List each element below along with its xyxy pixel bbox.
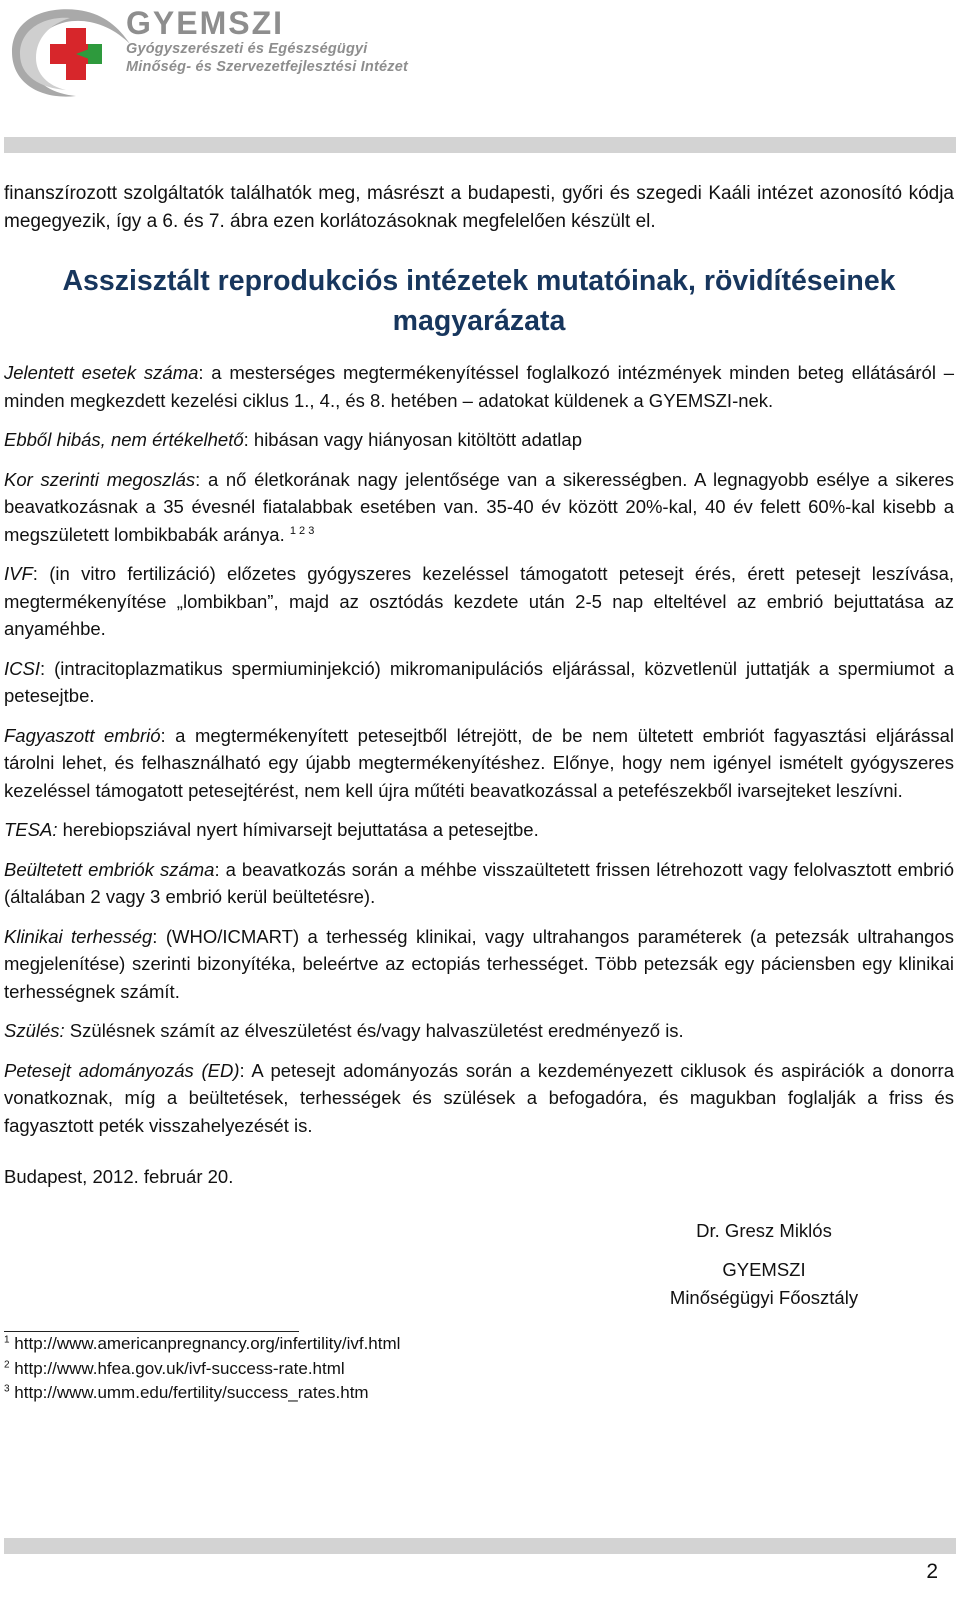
gyemszi-logo [6, 4, 140, 100]
footnote-refs: 1 2 3 [289, 524, 315, 537]
signatory-org: GYEMSZI [722, 1259, 806, 1280]
definition-term: Szülés: [4, 1020, 65, 1041]
footnote-link[interactable]: http://www.hfea.gov.uk/ivf-success-rate.html [14, 1358, 345, 1378]
signature-block [654, 1217, 874, 1312]
intro-paragraph: finanszírozott szolgáltatók találhatók meg, másrészt a budapesti, győri és szegedi Kaáli intézet azonosító kódja megegyezik, így a 6. és 7. ábra ezen korlátozásoknak megfelelően készült el. [4, 183, 954, 232]
section-title: Asszisztált reprodukciós intézetek mutatóinak, rövidítéseinek magyarázata [62, 265, 896, 337]
definition-tesa [4, 816, 954, 844]
definition-frozen-embryo [4, 722, 954, 805]
definition-text: : hibásan vagy hiányosan kitöltött adatlap [243, 429, 582, 450]
definition-term: IVF [4, 563, 33, 584]
definition-age-distribution [4, 466, 954, 549]
definition-text: : a megtermékenyített petesejtből létrejött, de be nem ültetett embriót fagyasztási eljárással tárolni lehet, és felhasználható egy újabb megtermékenyítéshez. Előnye, hogy nem igényel ismételt gyógyszeres kezeléssel támogatott petesejtérést, nem kell újra műtéti beavatkozással a petefészekből ivarsejteket leszívni. [4, 724, 954, 801]
signatory-name: Dr. Gresz Miklós [696, 1219, 832, 1241]
definition-text: : a mesterséges megtermékenyítéssel foglalkozó intézmények minden beteg ellátásáról – minden megkezdett kezelési ciklus 1., 4., és 8. hetében – adatokat küldenek a GYEMSZI-nek. [4, 362, 954, 411]
header-divider [4, 137, 956, 153]
brand-subtitle-line-1: Gyógyszerészeti és Egészségügyi [126, 41, 368, 57]
definition-birth [4, 1017, 954, 1045]
definition-text: : a nő életkorának nagy jelentősége van a sikerességben. A legnagyobb esélye a sikeres beavatkozásnak a 35 évesnél fiatalabbak esetében van. 35-40 év között 20%-kal, 40 év felett 60%-kal kisebb a megszületett lombikbabák aránya. [4, 468, 954, 545]
definition-egg-donation [4, 1057, 954, 1140]
definition-term: Ebből hibás, nem értékelhető [4, 429, 244, 450]
logo-swoosh-cross-icon [6, 4, 140, 100]
definition-invalid [4, 426, 954, 454]
definition-term: Beültetett embriók száma [4, 858, 215, 880]
definition-text: : (intracitoplazmatikus spermiuminjekció) mikromanipulációs eljárással, közvetlenül juttatják a spermiumot a petesejtbe. [4, 657, 954, 706]
page-number: 2 [926, 1560, 938, 1583]
footnote-2 [4, 1357, 954, 1382]
definition-text: : a beavatkozás során a méhbe visszaültetett frissen létrehozott vagy felolvasztott embrió (általában 2 vagy 3 embrió kerül beültetésre). [4, 858, 954, 907]
footnote-3 [4, 1381, 954, 1406]
definition-term: Petesejt adományozás (ED) [4, 1059, 240, 1081]
place-date: Budapest, 2012. február 20. [4, 1166, 234, 1187]
definition-term: TESA: [4, 819, 58, 840]
definition-text: : (in vitro fertilizáció) előzetes gyógyszeres kezeléssel támogatott petesejt érés, érett petesejt leszívása, megtermékenyítése „lombikban”, majd az osztódás kezdete után 2-5 nap elteltével az embrió bejuttatása az anyaméhbe. [4, 563, 954, 639]
footnote-link[interactable]: http://www.americanpregnancy.org/infertility/ivf.html [14, 1334, 401, 1353]
footnote-number: 2 [4, 1358, 10, 1370]
brand-subtitle-line-2: Minőség- és Szervezetfejlesztési Intézet [126, 59, 408, 75]
footnote-number: 1 [4, 1334, 10, 1346]
definition-text: : A petesejt adományozás során a kezdeményezett ciklusok és aspirációk a donorra vonatkoznak, míg a beültetések, terhességek és szülések a befogadóra, és magukban foglalják a friss és fagyasztott peték visszahelyezését is. [4, 1059, 954, 1136]
footnote-number: 3 [4, 1383, 10, 1395]
definition-clinical-pregnancy [4, 923, 954, 1006]
definition-term: ICSI [4, 657, 40, 679]
definition-reported-cases [4, 359, 954, 414]
definition-term: Fagyaszott embrió [4, 724, 161, 746]
definition-text: : (WHO/ICMART) a terhesség klinikai, vagy ultrahangos paraméterek (a petezsák ultrahangos megjelenítése) szerinti bizonyítéka, beleértve az ectopiás terhességet. Több petezsák egy páciensben egy klinikai terhességnek számít. [4, 925, 954, 1002]
definition-text: herebiopsziával nyert hímivarsejt bejuttatása a petesejtbe. [57, 819, 539, 840]
definition-term: Kor szerinti megoszlás [4, 468, 196, 490]
brand-block [126, 6, 408, 76]
signatory-dept: Minőségügyi Főosztály [669, 1286, 859, 1308]
definition-icsi [4, 655, 954, 710]
footnote-1 [4, 1332, 954, 1357]
footnote-link[interactable]: http://www.umm.edu/fertility/success_rates.htm [14, 1383, 369, 1402]
definition-ivf [4, 560, 954, 643]
definition-term: Klinikai terhesség [4, 925, 153, 947]
definition-transferred-embryos [4, 856, 954, 911]
definition-text: Szülésnek számít az élveszületést és/vagy halvaszületést eredményező is. [64, 1020, 684, 1041]
footer-divider [4, 1538, 956, 1554]
document-body [4, 180, 954, 1406]
definition-term: Jelentett esetek száma [4, 362, 199, 383]
brand-name: GYEMSZI [126, 5, 285, 41]
